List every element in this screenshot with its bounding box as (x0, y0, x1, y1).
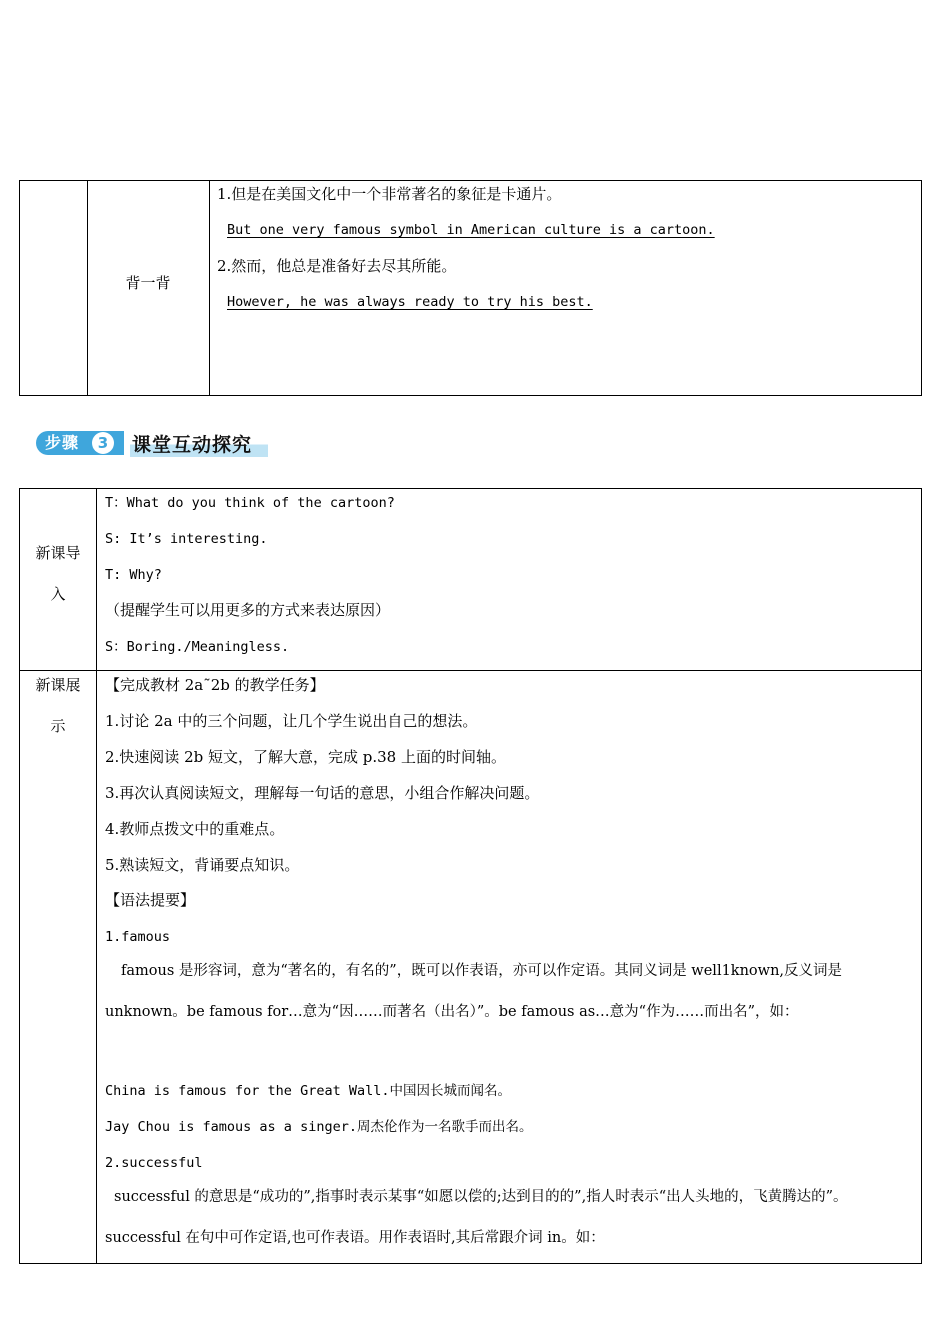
recite-label: 背一背 (125, 273, 171, 292)
column-divider (96, 489, 97, 1263)
task-1: 1.讨论 2a 中的三个问题，让几个学生说出自己的想法。 (105, 712, 478, 730)
lesson-table (19, 488, 922, 1264)
step-word: 步骤 (45, 433, 80, 452)
grammar-heading: 【语法提要】 (105, 891, 196, 909)
task-2: 2.快速阅读 2b 短文，了解大意，完成 p.38 上面的时间轴。 (105, 748, 506, 766)
point2-paragraph: successful 的意思是“成功的”,指事时表示某事“如愿以偿的;达到目的的”,指人时表示“出人头地的，飞黄腾达的”。 successful 在句中可作定语,也可作表语。用作表语时,其后常跟介词 in。如： (105, 1189, 848, 1246)
task-3: 3.再次认真阅读短文，理解每一句话的意思，小组合作解决问题。 (105, 784, 540, 802)
point2-title: 2.successful (105, 1155, 203, 1171)
intro-label-line1: 新课导 (35, 544, 81, 562)
intro-line-4: （提醒学生可以用更多的方式来表达原因） (105, 601, 391, 619)
recite-line-1-cn: 1.但是在美国文化中一个非常著名的象征是卡通片。 (217, 185, 562, 203)
intro-line-2: S: It’s interesting. (105, 531, 268, 547)
present-label-line2: 示 (50, 717, 66, 735)
point1-paragraph: famous 是形容词，意为“著名的，有名的”，既可以作表语，亦可以作定语。其同义词是 well1known,反义词是 unknown。be famous for…意为“因……而著名（出名）”。be famous as…意为“作为……而出名”，如： (105, 963, 843, 1020)
intro-line-1: T：What do you think of the cartoon? (105, 495, 395, 511)
step-banner (36, 429, 276, 457)
recite-table (19, 180, 922, 396)
step-title: 课堂互动探究 (132, 434, 253, 456)
point1-title: 1.famous (105, 929, 171, 945)
task-4: 4.教师点拨文中的重难点。 (105, 820, 285, 838)
recite-line-2-cn: 2.然而，他总是准备好去尽其所能。 (217, 257, 457, 275)
row-divider (20, 670, 921, 671)
recite-empty-cell (20, 181, 88, 395)
step-number-badge: 3 (92, 432, 114, 454)
example-1: China is famous for the Great Wall.中国因长城而闻名。 (105, 1083, 511, 1099)
intro-line-3: T: Why? (105, 567, 162, 583)
intro-line-5: S：Boring./Meaningless. (105, 639, 290, 655)
step-title-box (130, 429, 268, 457)
present-label-line1: 新课展 (35, 676, 81, 694)
task-5: 5.熟读短文，背诵要点知识。 (105, 856, 300, 874)
recite-content-cell (210, 181, 921, 395)
recite-label-cell (87, 181, 210, 395)
recite-line-2-en: However, he was always ready to try his best. (227, 294, 593, 310)
example-2: Jay Chou is famous as a singer.周杰伦作为一名歌手而出名。 (105, 1119, 533, 1135)
intro-label-line2: 入 (50, 585, 66, 603)
recite-line-1-en: But one very famous symbol in American culture is a cartoon. (227, 222, 715, 238)
task-heading: 【完成教材 2a˜2b 的教学任务】 (105, 676, 325, 694)
